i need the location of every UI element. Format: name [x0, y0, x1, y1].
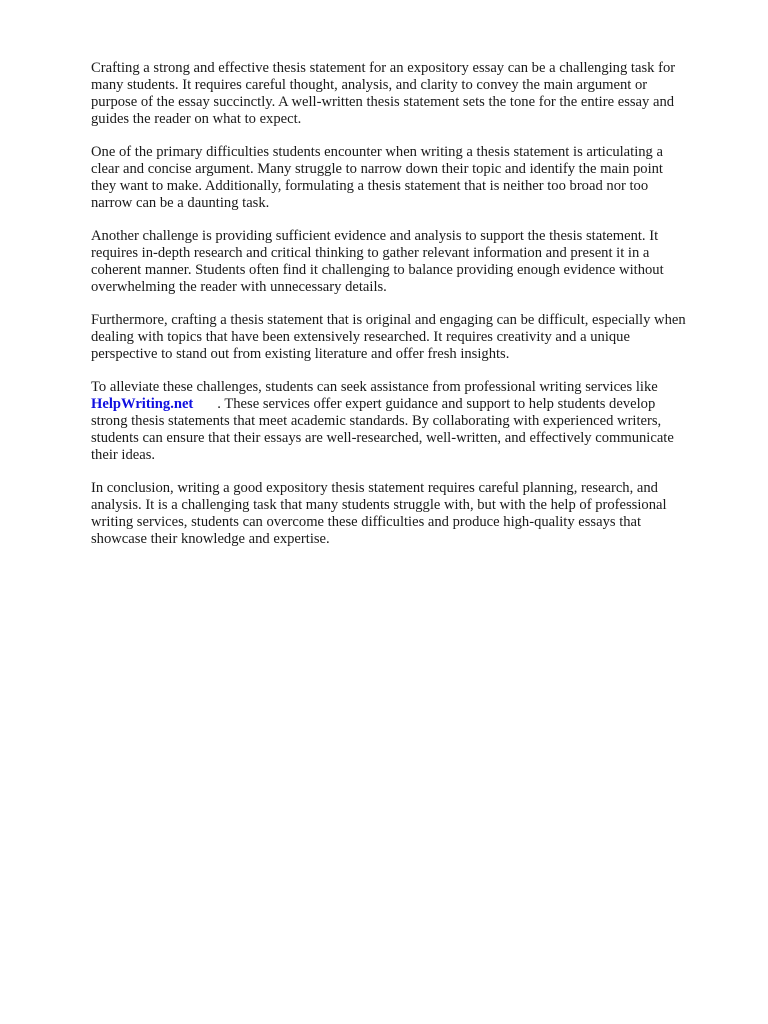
document-body: [91, 60, 731, 564]
paragraph-difficulties: One of the primary difficulties students encounter when writing a thesis statement is articulating a clear and concise argument. Many struggle to narrow down their topic and identify the main point they want to make. Additionally, formulating a thesis statement that is neither too broad nor too narrow can be a daunting task.: [91, 144, 663, 211]
paragraph-originality: Furthermore, crafting a thesis statement that is original and engaging can be difficult, especially when dealing with topics that have been extensively researched. It requires creativity and a unique perspective to stand out from existing literature and offer fresh insights.: [91, 312, 686, 362]
paragraph-assistance-text-before: To alleviate these challenges, students can seek assistance from professional writing services like: [91, 379, 658, 395]
paragraph-intro: Crafting a strong and effective thesis statement for an expository essay can be a challenging task for many students. It requires careful thought, analysis, and clarity to convey the main argument or purpose of the essay succinctly. A well-written thesis statement sets the tone for the entire essay and guides the reader on what to expect.: [91, 60, 676, 127]
paragraph-evidence: Another challenge is providing sufficient evidence and analysis to support the thesis statement. It requires in-depth research and critical thinking to gather relevant information and present it in a coherent manner. Students often find it challenging to balance providing enough evidence without overwhelming the reader with unnecessary details.: [91, 228, 664, 295]
paragraph-conclusion: In conclusion, writing a good expository thesis statement requires careful planning, research, and analysis. It is a challenging task that many students struggle with, but with the help of professional writing services, students can overcome these difficulties and produce high-quality essays that showcase their knowledge and expertise.: [91, 480, 667, 547]
paragraph-assistance-text-after: . These services offer expert guidance and support to help students develop strong thesis statements that meet academic standards. By collaborating with experienced writers, students can ensure that their essays are well-researched, well-written, and effectively communicate their ideas.: [91, 396, 674, 463]
paragraph-assistance: [91, 379, 731, 464]
helpwriting-link[interactable]: HelpWriting.net: [91, 396, 194, 412]
